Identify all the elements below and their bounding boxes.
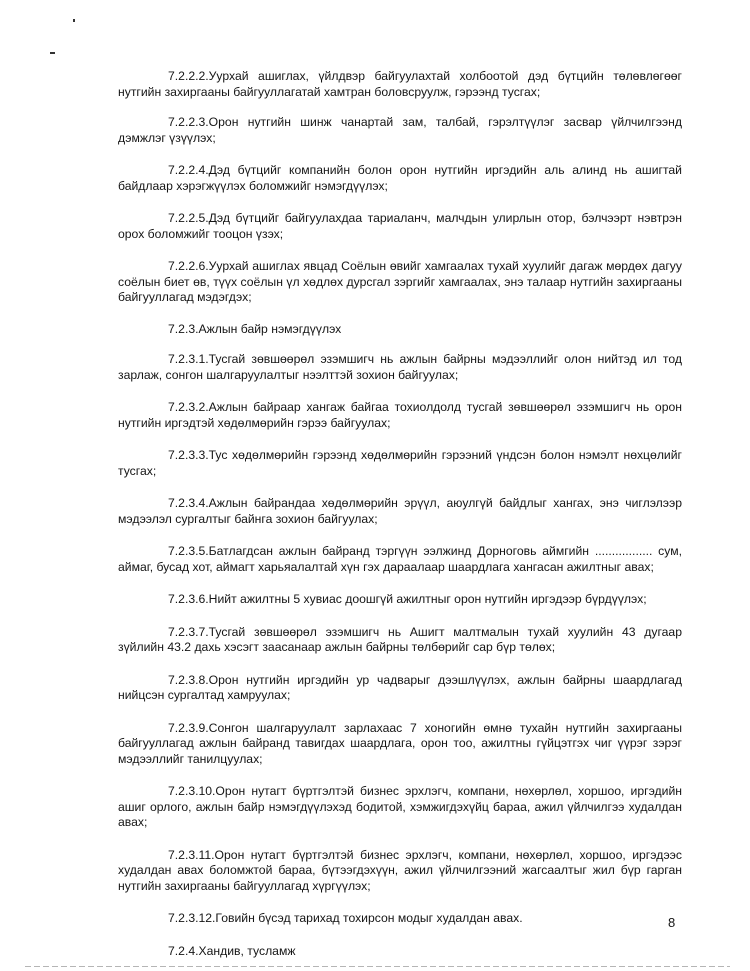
scan-speck [50,52,55,54]
paragraph-7-2-2-4: 7.2.2.4.Дэд бүтцийг компанийн болон орон нутгийн иргэдийн аль алинд нь ашигтай байдлаар хэрэгжүүлэх боломжийг нэмэгдүүлэх; [118,163,682,193]
paragraph-7-2-3-9: 7.2.3.9.Сонгон шалгаруулалт зарлахаас 7 хоногийн өмнө тухайн нутгийн захиргааны байгууллагад ажлын байранд тавигдах шаардлага, орон тоо, ажилтны гүйцэтгэх чиг үүрэг зэрэг мэдээллийг танилцуулах; [118,720,682,766]
paragraph-7-2-3-11: 7.2.3.11.Орон нутагт бүртгэлтэй бизнес эрхлэгч, компани, нөхөрлөл, хоршоо, иргэдээс худалдан авах боломжтой бараа, бүтээгдэхүүн, ажил үйлчилгээний жагсаалтыг жил бүр гарган нутгийн захиргааны байгууллагад хүргүүлэх; [118,847,682,893]
page-number: 8 [668,915,676,930]
scan-border-line [25,966,730,967]
paragraph-7-2-3-8: 7.2.3.8.Орон нутгийн иргэдийн ур чадварыг дээшлүүлэх, ажлын байрны шаардлагад нийцсэн сургалтад хамруулах; [118,672,682,702]
paragraph-7-2-3-7: 7.2.3.7.Тусгай зөвшөөрөл эзэмшигч нь Ашигт малтмалын тухай хуулийн 43 дугаар зүйлийн 43.2 дахь хэсэгт заасанаар ажлын байрны төлбөрийг сар бүр төлөх; [118,624,682,654]
section-heading-7-2-3: 7.2.3.Ажлын байр нэмэгдүүлэх [168,321,342,336]
paragraph-7-2-3-6: 7.2.3.6.Нийт ажилтны 5 хувиас доошгүй ажилтныг орон нутгийн иргэдээр бүрдүүлэх; [168,592,647,606]
paragraph-7-2-3-10: 7.2.3.10.Орон нутагт бүртгэлтэй бизнес эрхлэгч, компани, нөхөрлөл, хоршоо, иргэдийн ашиг орлого, ажлын байр нэмэгдүүлэхэд бодитой, хэмжигдэхүйц бараа, ажил үйлчилгээ худалдан авах; [118,784,682,829]
paragraph-7-2-3-5: 7.2.3.5.Батлагдсан ажлын байранд тэргүүн ээлжинд Дорноговь аймгийн ................. сум, аймаг, бусад хот, аймагт харьяалалтай хүн гэх дараалаар шаардлага хангасан ажилтныг авах; [118,544,682,574]
paragraph-7-2-2-5: 7.2.2.5.Дэд бүтцийг байгуулахдаа тариаланч, малчдын улирлын отор, бэлчээрт нэвтрэн орох боломжийг тооцон үзэх; [118,211,682,241]
paragraph-7-2-2-3: 7.2.2.3.Орон нутгийн шинж чанартай зам, талбай, гэрэлтүүлэг засвар үйлчилгээнд дэмжлэг үзүүлэх; [118,115,682,145]
paragraph-7-2-3-4: 7.2.3.4.Ажлын байрандаа хөдөлмөрийн эрүүл, аюулгүй байдлыг хангах, энэ чиглэлээр мэдээлэл сургалтыг байнга зохион байгуулах; [118,496,682,526]
paragraph-7-2-2-6: 7.2.2.6.Уурхай ашиглах явцад Соёлын өвийг хамгаалах тухай хуулийг дагаж мөрдөх дагуу соёлын биет өв, түүх соёлын үл хөдлөх дурсгал зэргийг хамгаалах, энэ талаар нутгийн захиргааны байгууллагад мэдэгдэх; [118,259,682,304]
paragraph-7-2-2-2: 7.2.2.2.Уурхай ашиглах, үйлдвэр байгуулахтай холбоотой дэд бүтцийн төлөвлөгөөг нутгийн захиргааны байгууллагатай хамтран боловсруулж, гэрээнд тусгах; [118,69,682,99]
scan-speck [73,19,75,22]
paragraph-7-2-3-2: 7.2.3.2.Ажлын байраар хангаж байгаа тохиолдолд тусгай зөвшөөрөл эзэмшигч нь орон нутгийн иргэдтэй хөдөлмөрийн гэрээ байгуулах; [118,400,682,430]
paragraph-7-2-3-1: 7.2.3.1.Тусгай зөвшөөрөл эзэмшигч нь ажлын байрны мэдээллийг олон нийтэд ил тод зарлаж, сонгон шалгаруулалтыг нээлттэй зохион байгуулах; [118,352,682,382]
section-heading-7-2-4: 7.2.4.Хандив, тусламж [168,943,296,958]
document-body [118,69,682,959]
paragraph-7-2-3-12: 7.2.3.12.Говийн бүсэд тарихад тохирсон модыг худалдан авах. [168,911,523,925]
paragraph-7-2-3-3: 7.2.3.3.Тус хөдөлмөрийн гэрээнд хөдөлмөрийн гэрээний үндсэн болон нэмэлт нөхцөлийг тусгах; [118,448,682,478]
